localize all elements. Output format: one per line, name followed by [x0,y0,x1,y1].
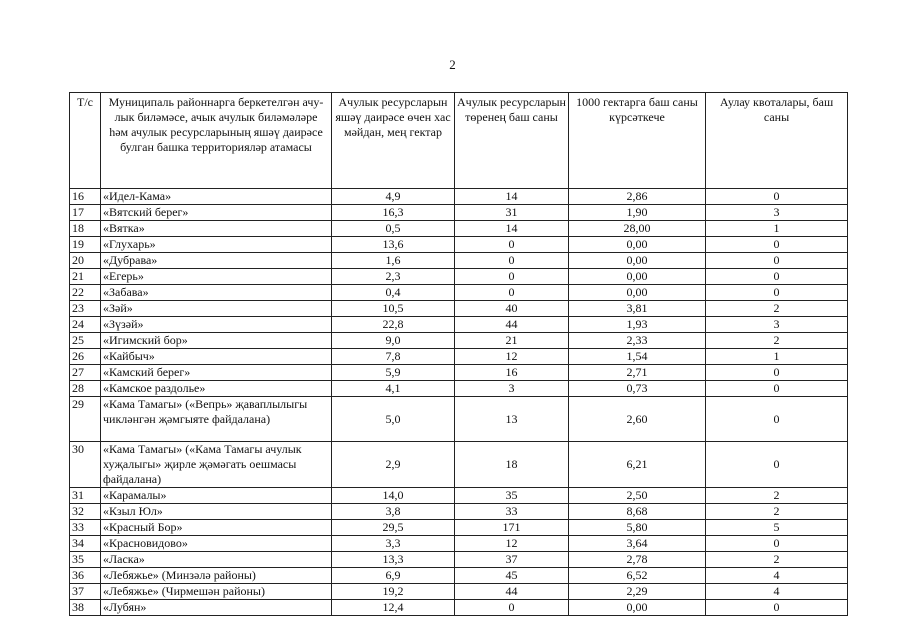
habitat-area-cell: 22,8 [332,317,455,333]
territory-name-cell: «Кзыл Юл» [101,504,332,520]
quota-cell: 0 [706,397,848,442]
population-cell: 3 [455,381,569,397]
habitat-area-cell: 7,8 [332,349,455,365]
density-cell: 5,80 [569,520,706,536]
quota-cell: 2 [706,333,848,349]
row-number-cell: 25 [70,333,101,349]
quota-cell: 2 [706,504,848,520]
row-number-cell: 31 [70,488,101,504]
quota-cell: 0 [706,253,848,269]
row-number-cell: 23 [70,301,101,317]
habitat-area-cell: 19,2 [332,584,455,600]
quota-cell: 0 [706,189,848,205]
density-cell: 0,00 [569,285,706,301]
territory-name-cell: «Кайбыч» [101,349,332,365]
territory-name-cell: «Дубрава» [101,253,332,269]
row-number-cell: 33 [70,520,101,536]
table-row [70,397,848,442]
density-cell: 2,33 [569,333,706,349]
table-row [70,285,848,301]
row-number-cell: 38 [70,600,101,616]
population-cell: 0 [455,237,569,253]
density-cell: 2,29 [569,584,706,600]
table-row [70,600,848,616]
territory-name-cell: «Ласка» [101,552,332,568]
table-row [70,442,848,488]
habitat-area-cell: 4,1 [332,381,455,397]
table-row [70,504,848,520]
habitat-area-cell: 5,9 [332,365,455,381]
header-population: Ачулык ресурсларын төренең баш саны [455,93,569,189]
population-cell: 31 [455,205,569,221]
table-row [70,317,848,333]
habitat-area-cell: 0,4 [332,285,455,301]
quota-cell: 3 [706,205,848,221]
quota-cell: 0 [706,269,848,285]
habitat-area-cell: 13,3 [332,552,455,568]
header-territory-name: Муниципаль районнарга беркетелгән ачулык биләмәсе, ачык ачулык биләмәләре һәм ачулык ресурсларының яшәү даирәсе булган башка территорияләр атамасы [101,93,332,189]
row-number-cell: 19 [70,237,101,253]
population-cell: 37 [455,552,569,568]
row-number-cell: 24 [70,317,101,333]
territory-name-cell: «Игимский бор» [101,333,332,349]
table-row [70,269,848,285]
table-row [70,253,848,269]
row-number-cell: 37 [70,584,101,600]
row-number-cell: 35 [70,552,101,568]
territory-name-cell: «Кама Тамагы» («Кама Тамагы ачулык хуҗалыгы» җирле җәмәгать оешмасы файдалана) [101,442,332,488]
row-number-cell: 22 [70,285,101,301]
density-cell: 1,54 [569,349,706,365]
table-row [70,520,848,536]
territory-name-cell: «Лубян» [101,600,332,616]
territory-name-cell: «Вятка» [101,221,332,237]
habitat-area-cell: 5,0 [332,397,455,442]
habitat-area-cell: 13,6 [332,237,455,253]
table-row [70,381,848,397]
density-cell: 0,00 [569,269,706,285]
table-row [70,584,848,600]
population-cell: 45 [455,568,569,584]
table-row [70,349,848,365]
table-row [70,488,848,504]
row-number-cell: 28 [70,381,101,397]
population-cell: 44 [455,317,569,333]
habitat-area-cell: 3,3 [332,536,455,552]
row-number-cell: 26 [70,349,101,365]
header-habitat-area: Ачулык ресурсларын яшәү даирәсе өчен хас мәйдан, мең гектар [332,93,455,189]
density-cell: 2,71 [569,365,706,381]
population-cell: 21 [455,333,569,349]
density-cell: 6,52 [569,568,706,584]
habitat-area-cell: 2,9 [332,442,455,488]
header-quota: Аулау квоталары, баш саны [706,93,848,189]
territory-name-cell: «Идел-Кама» [101,189,332,205]
density-cell: 0,00 [569,253,706,269]
density-cell: 28,00 [569,221,706,237]
row-number-cell: 30 [70,442,101,488]
population-cell: 12 [455,349,569,365]
habitat-area-cell: 9,0 [332,333,455,349]
density-cell: 8,68 [569,504,706,520]
table-row [70,301,848,317]
territory-name-cell: «Камское раздолье» [101,381,332,397]
quota-cell: 2 [706,488,848,504]
header-number: Т/с [70,93,101,189]
habitat-area-cell: 4,9 [332,189,455,205]
territory-name-cell: «Лебяжье» (Чирмешән районы) [101,584,332,600]
habitat-area-cell: 6,9 [332,568,455,584]
density-cell: 2,86 [569,189,706,205]
habitat-area-cell: 14,0 [332,488,455,504]
table-header-row [70,93,848,189]
table-row [70,365,848,381]
row-number-cell: 36 [70,568,101,584]
territory-name-cell: «Вятский берег» [101,205,332,221]
table-row [70,552,848,568]
population-cell: 35 [455,488,569,504]
row-number-cell: 29 [70,397,101,442]
density-cell: 6,21 [569,442,706,488]
quota-cell: 0 [706,237,848,253]
quota-cell: 0 [706,536,848,552]
table-row [70,221,848,237]
population-cell: 0 [455,269,569,285]
population-cell: 0 [455,253,569,269]
population-cell: 14 [455,221,569,237]
habitat-area-cell: 16,3 [332,205,455,221]
density-cell: 3,81 [569,301,706,317]
habitat-area-cell: 10,5 [332,301,455,317]
territory-name-cell: «Красный Бор» [101,520,332,536]
row-number-cell: 20 [70,253,101,269]
quota-cell: 0 [706,442,848,488]
population-cell: 14 [455,189,569,205]
territory-name-cell: «Камский берег» [101,365,332,381]
quota-cell: 2 [706,552,848,568]
row-number-cell: 27 [70,365,101,381]
territory-name-cell: «Кама Тамагы» («Вепрь» җаваплылыгы чикләнгән җәмгыяте файдалана) [101,397,332,442]
table-row [70,205,848,221]
quota-cell: 1 [706,221,848,237]
row-number-cell: 21 [70,269,101,285]
population-cell: 33 [455,504,569,520]
quota-cell: 0 [706,365,848,381]
quota-cell: 0 [706,285,848,301]
territory-name-cell: «Глухарь» [101,237,332,253]
row-number-cell: 16 [70,189,101,205]
population-cell: 13 [455,397,569,442]
row-number-cell: 32 [70,504,101,520]
page-number: 2 [449,57,456,72]
table-body [70,189,848,616]
row-number-cell: 18 [70,221,101,237]
table-row [70,189,848,205]
data-table [69,92,848,616]
population-cell: 0 [455,600,569,616]
population-cell: 12 [455,536,569,552]
habitat-area-cell: 12,4 [332,600,455,616]
table-row [70,568,848,584]
quota-cell: 4 [706,568,848,584]
row-number-cell: 34 [70,536,101,552]
habitat-area-cell: 0,5 [332,221,455,237]
row-number-cell: 17 [70,205,101,221]
table-row [70,237,848,253]
quota-cell: 1 [706,349,848,365]
territory-name-cell: «Лебяжье» (Минзәлә районы) [101,568,332,584]
population-cell: 40 [455,301,569,317]
territory-name-cell: «Зәй» [101,301,332,317]
habitat-area-cell: 3,8 [332,504,455,520]
table-row [70,333,848,349]
density-cell: 1,93 [569,317,706,333]
density-cell: 3,64 [569,536,706,552]
population-cell: 18 [455,442,569,488]
population-cell: 171 [455,520,569,536]
habitat-area-cell: 1,6 [332,253,455,269]
table-row [70,536,848,552]
quota-cell: 3 [706,317,848,333]
habitat-area-cell: 29,5 [332,520,455,536]
quota-cell: 0 [706,600,848,616]
quota-cell: 2 [706,301,848,317]
quota-cell: 4 [706,584,848,600]
population-cell: 44 [455,584,569,600]
population-cell: 0 [455,285,569,301]
density-cell: 0,00 [569,600,706,616]
density-cell: 1,90 [569,205,706,221]
density-cell: 2,50 [569,488,706,504]
territory-name-cell: «Красновидово» [101,536,332,552]
density-cell: 0,73 [569,381,706,397]
header-density: 1000 гектарга баш саны күрсәткече [569,93,706,189]
territory-name-cell: «Карамалы» [101,488,332,504]
density-cell: 2,78 [569,552,706,568]
territory-name-cell: «Зүзәй» [101,317,332,333]
territory-name-cell: «Егерь» [101,269,332,285]
population-cell: 16 [455,365,569,381]
quota-cell: 0 [706,381,848,397]
territory-name-cell: «Забава» [101,285,332,301]
habitat-area-cell: 2,3 [332,269,455,285]
quota-cell: 5 [706,520,848,536]
density-cell: 2,60 [569,397,706,442]
density-cell: 0,00 [569,237,706,253]
